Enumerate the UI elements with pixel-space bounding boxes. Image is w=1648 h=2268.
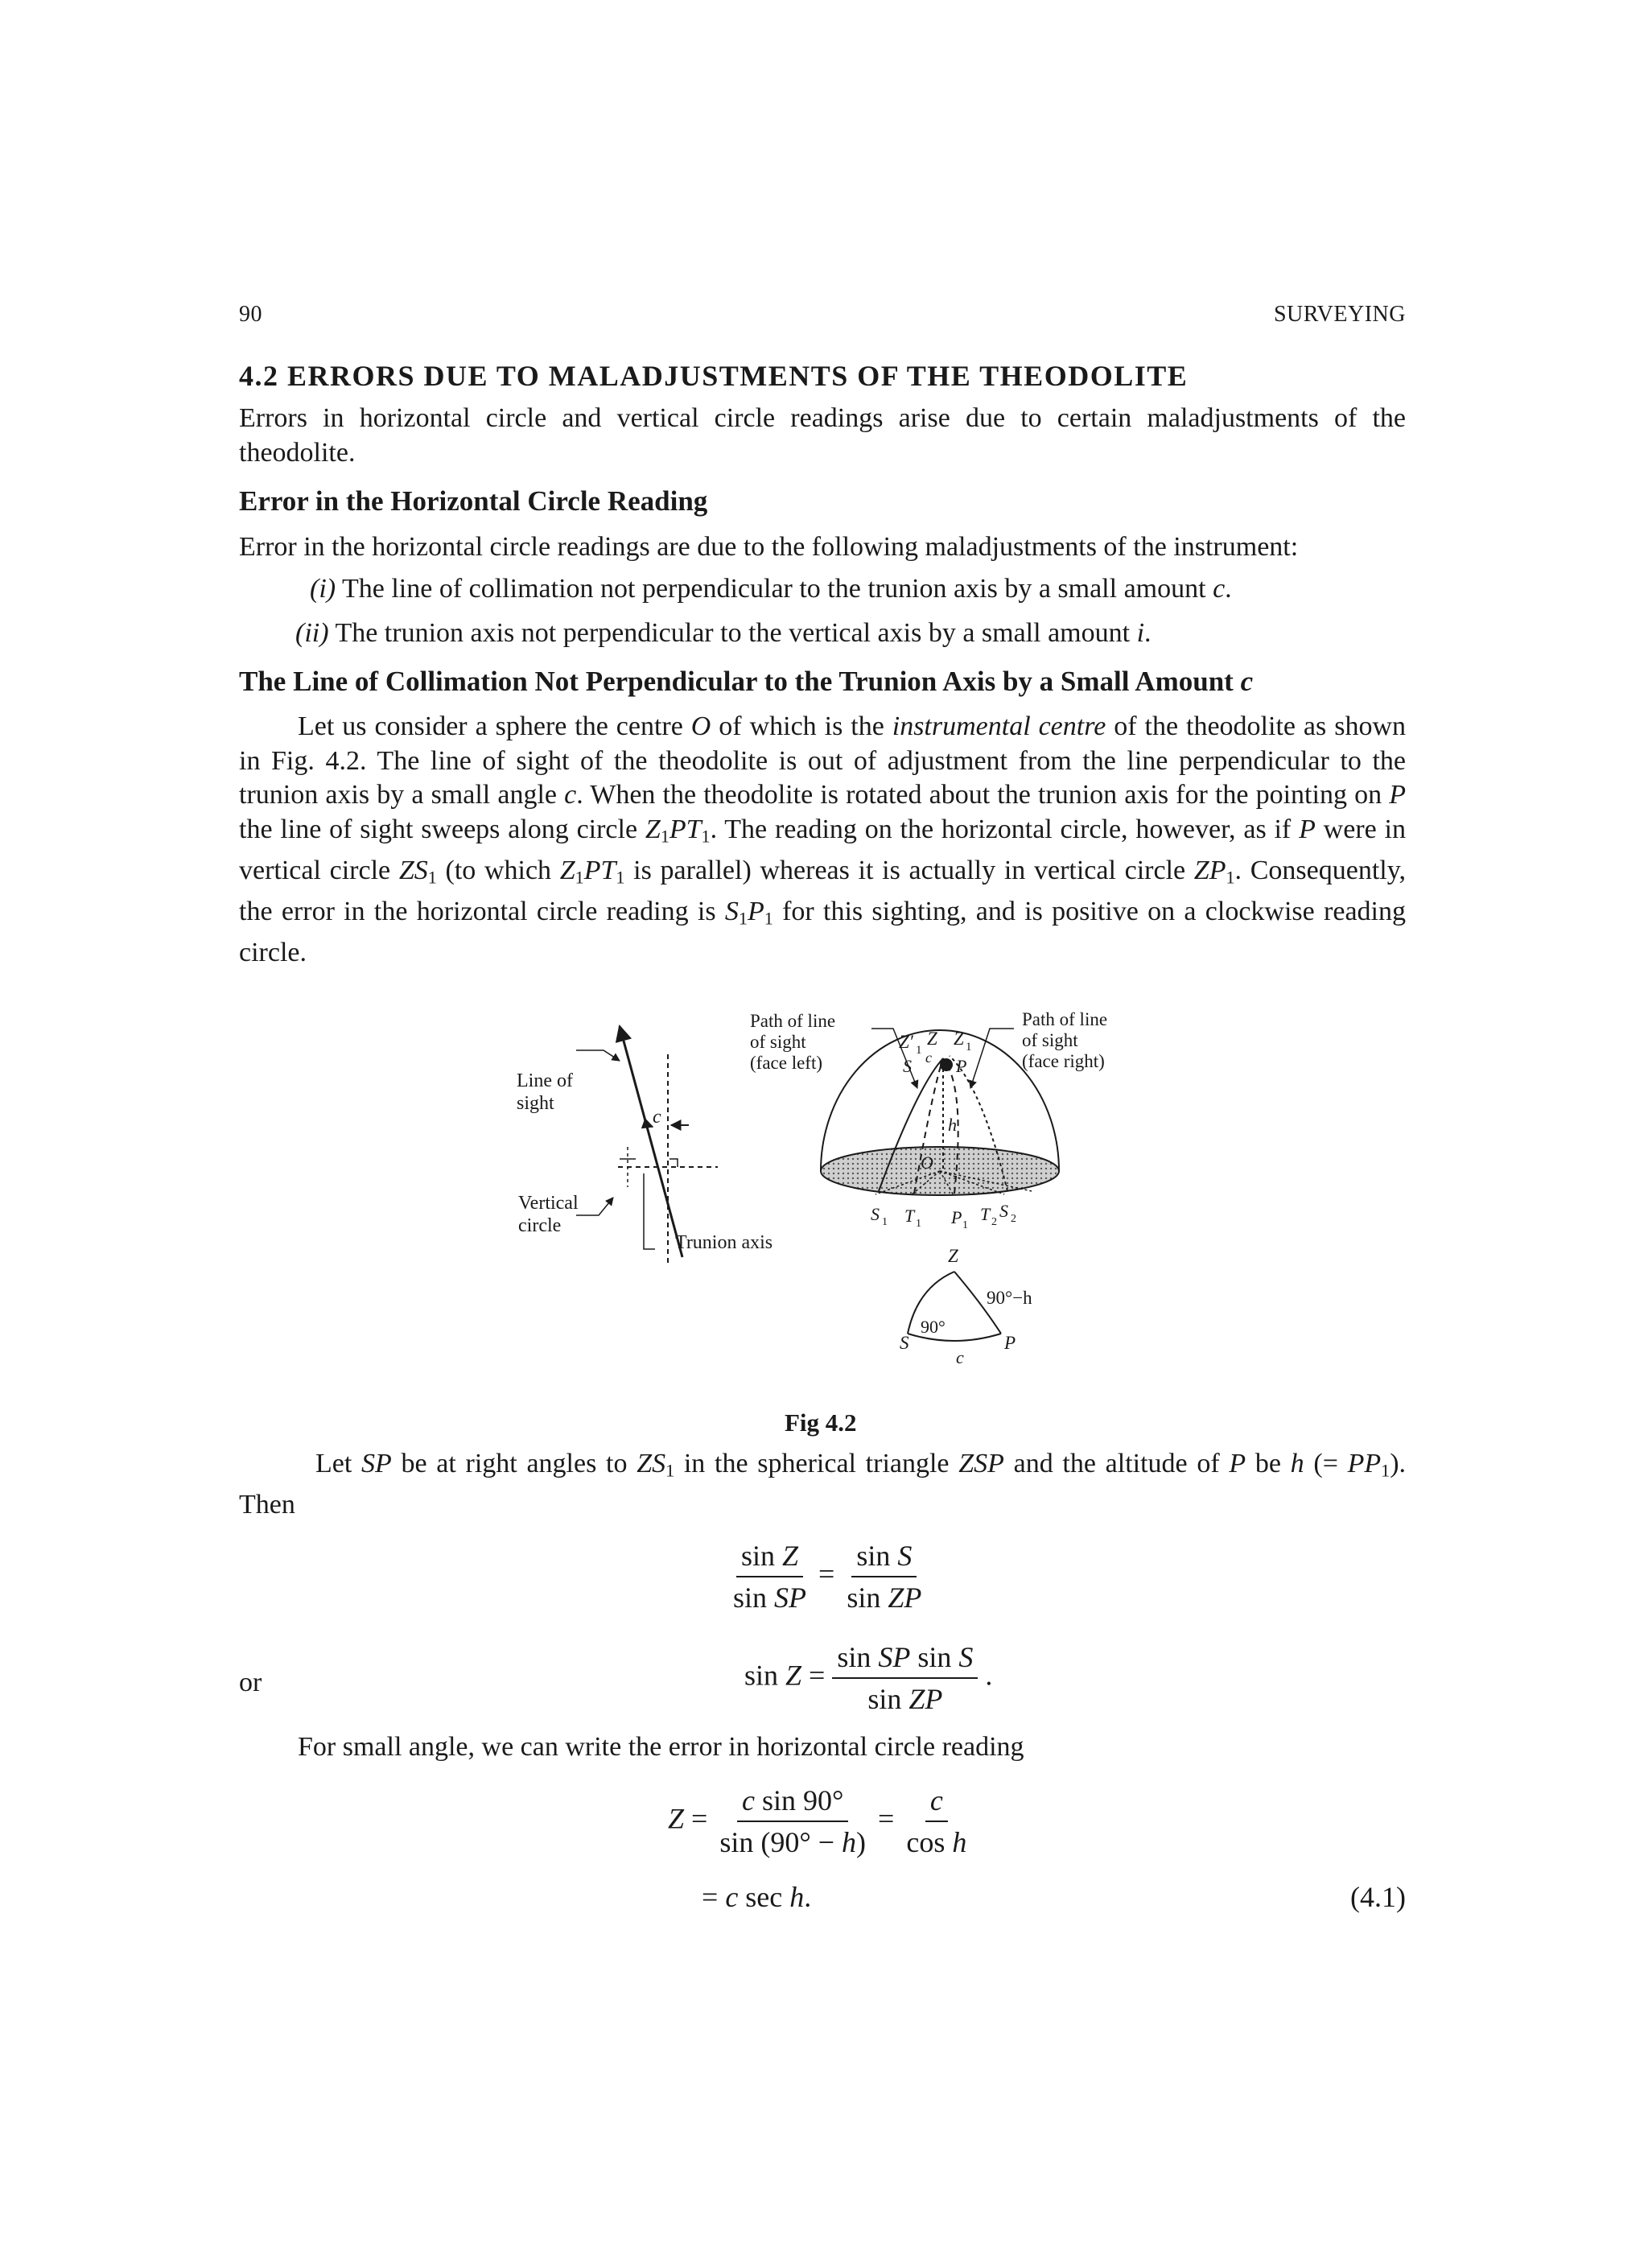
- subsection-heading-horizontal: Error in the Horizontal Circle Reading: [239, 485, 708, 517]
- subsection-heading-collimation: [239, 666, 1253, 698]
- triangle-side-zp: 90°−h: [987, 1288, 1032, 1308]
- label-c-small: c: [925, 1049, 932, 1066]
- triangle-side-c: c: [956, 1347, 964, 1367]
- section-heading: 4.2 ERRORS DUE TO MALADJUSTMENTS OF THE THEODOLITE: [239, 360, 1189, 392]
- subscript-one: 1: [966, 1041, 972, 1054]
- triangle-p: P: [1004, 1333, 1016, 1353]
- label-vertical-circle: Vertical: [518, 1193, 579, 1214]
- list-item-variable: c: [1213, 574, 1226, 604]
- subscript-two: 2: [1011, 1213, 1016, 1225]
- equation-error: Z = $\frac{\text{c sin 90°}}{\sin (90^\circ - h)}$ = $\frac{c}{\text{cos h}}$: [668, 1784, 967, 1858]
- label-path-face-left: Path of line: [750, 1011, 836, 1031]
- subscript-one: 1: [962, 1219, 968, 1231]
- collimation-diagram: [576, 1026, 718, 1264]
- label-path-face-left: of sight: [750, 1032, 806, 1052]
- list-item-text: The line of collimation not perpendicular to the trunion axis by a small amount: [341, 574, 1206, 604]
- section-intro: Errors in horizontal circle and vertical circle readings arise due to certain maladjustments of the theodolite.: [239, 403, 1406, 468]
- equation-sin-z: sin Z = $\frac{\text{sin SP sin S}}{\text{sin ZP}}$ .: [744, 1641, 993, 1715]
- running-title: SURVEYING: [1273, 302, 1406, 327]
- list-item-number: (ii): [295, 618, 329, 648]
- page-number: 90: [239, 302, 262, 327]
- list-item: [295, 618, 1152, 649]
- label-z: Z: [927, 1029, 937, 1049]
- label-path-face-right: (face right): [1022, 1051, 1105, 1071]
- equation-sine-rule: $\frac{\text{sin Z}}{\text{sin SP}}$ = $\frac{\text{sin S}}{\text{sin ZP}}$: [733, 1540, 922, 1614]
- label-s2: S: [999, 1201, 1008, 1221]
- label-z1: Z: [954, 1029, 964, 1049]
- heading-text: The Line of Collimation Not Perpendicular to the Trunion Axis by a Small Amount: [239, 666, 1234, 697]
- label-s-point: S: [903, 1056, 912, 1076]
- label-path-face-right: of sight: [1022, 1030, 1078, 1050]
- triangle-angle-s: 90°: [921, 1317, 946, 1337]
- subscript-one: 1: [916, 1218, 921, 1230]
- figure-4-2: [499, 998, 1143, 1368]
- label-z-prime: Z′: [899, 1032, 913, 1052]
- subsection-lead: Error in the horizontal circle readings are due to the following maladjustments of the instrument:: [239, 532, 1299, 562]
- label-p1: P: [951, 1207, 962, 1227]
- list-item: [310, 574, 1232, 604]
- subscript-one: 1: [916, 1044, 922, 1057]
- label-line-of-sight: sight: [517, 1093, 554, 1114]
- list-item-text: The trunion axis not perpendicular to the vertical axis by a small amount: [335, 618, 1131, 648]
- label-angle-c: c: [653, 1107, 661, 1128]
- label-line-of-sight: Line of: [517, 1070, 573, 1091]
- list-item-end: .: [1225, 574, 1232, 604]
- body-paragraph: Let us consider a sphere the centre O of which is the instrumental centre of the theodolite as shown in Fig. 4.2. The line of sight of the theodolite is out of adjustment from the line perpendicular to the trunion axis by a small angle c. When the theodolite is rotated about the trunion axis for the pointing on P the line of sight sweeps along circle $Z_1PT_1$. The reading on the horizontal circle, however, as if P were in vertical circle $ZS_1$ (to which $Z_1PT_1$ is parallel) whereas it is actually in vertical circle $ZP_1$. Consequently, the error in the horizontal circle reading is $S_1P_1$ for this sighting, and is positive on a clockwise reading circle.: [239, 711, 1407, 967]
- or-word: or: [239, 1668, 262, 1697]
- label-o: O: [921, 1153, 933, 1173]
- label-path-face-right: Path of line: [1022, 1009, 1108, 1029]
- list-item-number: (i): [310, 574, 336, 604]
- label-s1: S: [871, 1204, 880, 1224]
- subscript-one: 1: [882, 1216, 888, 1228]
- triangle-s: S: [900, 1333, 909, 1353]
- label-p-point: P: [956, 1056, 967, 1076]
- equation-result: = c sec h.: [702, 1881, 812, 1913]
- list-item-end: .: [1144, 618, 1152, 648]
- label-path-face-left: (face left): [750, 1053, 823, 1073]
- body-paragraph: Let SP be at right angles to $ZS_1$ in the spherical triangle ZSP and the altitude of P be h (= $PP_1$). Then: [239, 1449, 1407, 1520]
- heading-variable: c: [1240, 666, 1254, 697]
- label-t2: T: [980, 1204, 991, 1224]
- triangle-z: Z: [948, 1246, 958, 1266]
- small-angle-text: For small angle, we can write the error in horizontal circle reading: [298, 1732, 1024, 1762]
- figure-caption: Fig 4.2: [785, 1408, 857, 1437]
- label-vertical-circle: circle: [518, 1215, 562, 1236]
- label-trunion-axis: Trunion axis: [675, 1232, 773, 1253]
- equation-number: (4.1): [1350, 1881, 1406, 1913]
- list-item-variable: i: [1136, 618, 1145, 648]
- label-h: h: [948, 1115, 957, 1135]
- subscript-two: 2: [991, 1216, 997, 1228]
- label-t1: T: [904, 1206, 915, 1226]
